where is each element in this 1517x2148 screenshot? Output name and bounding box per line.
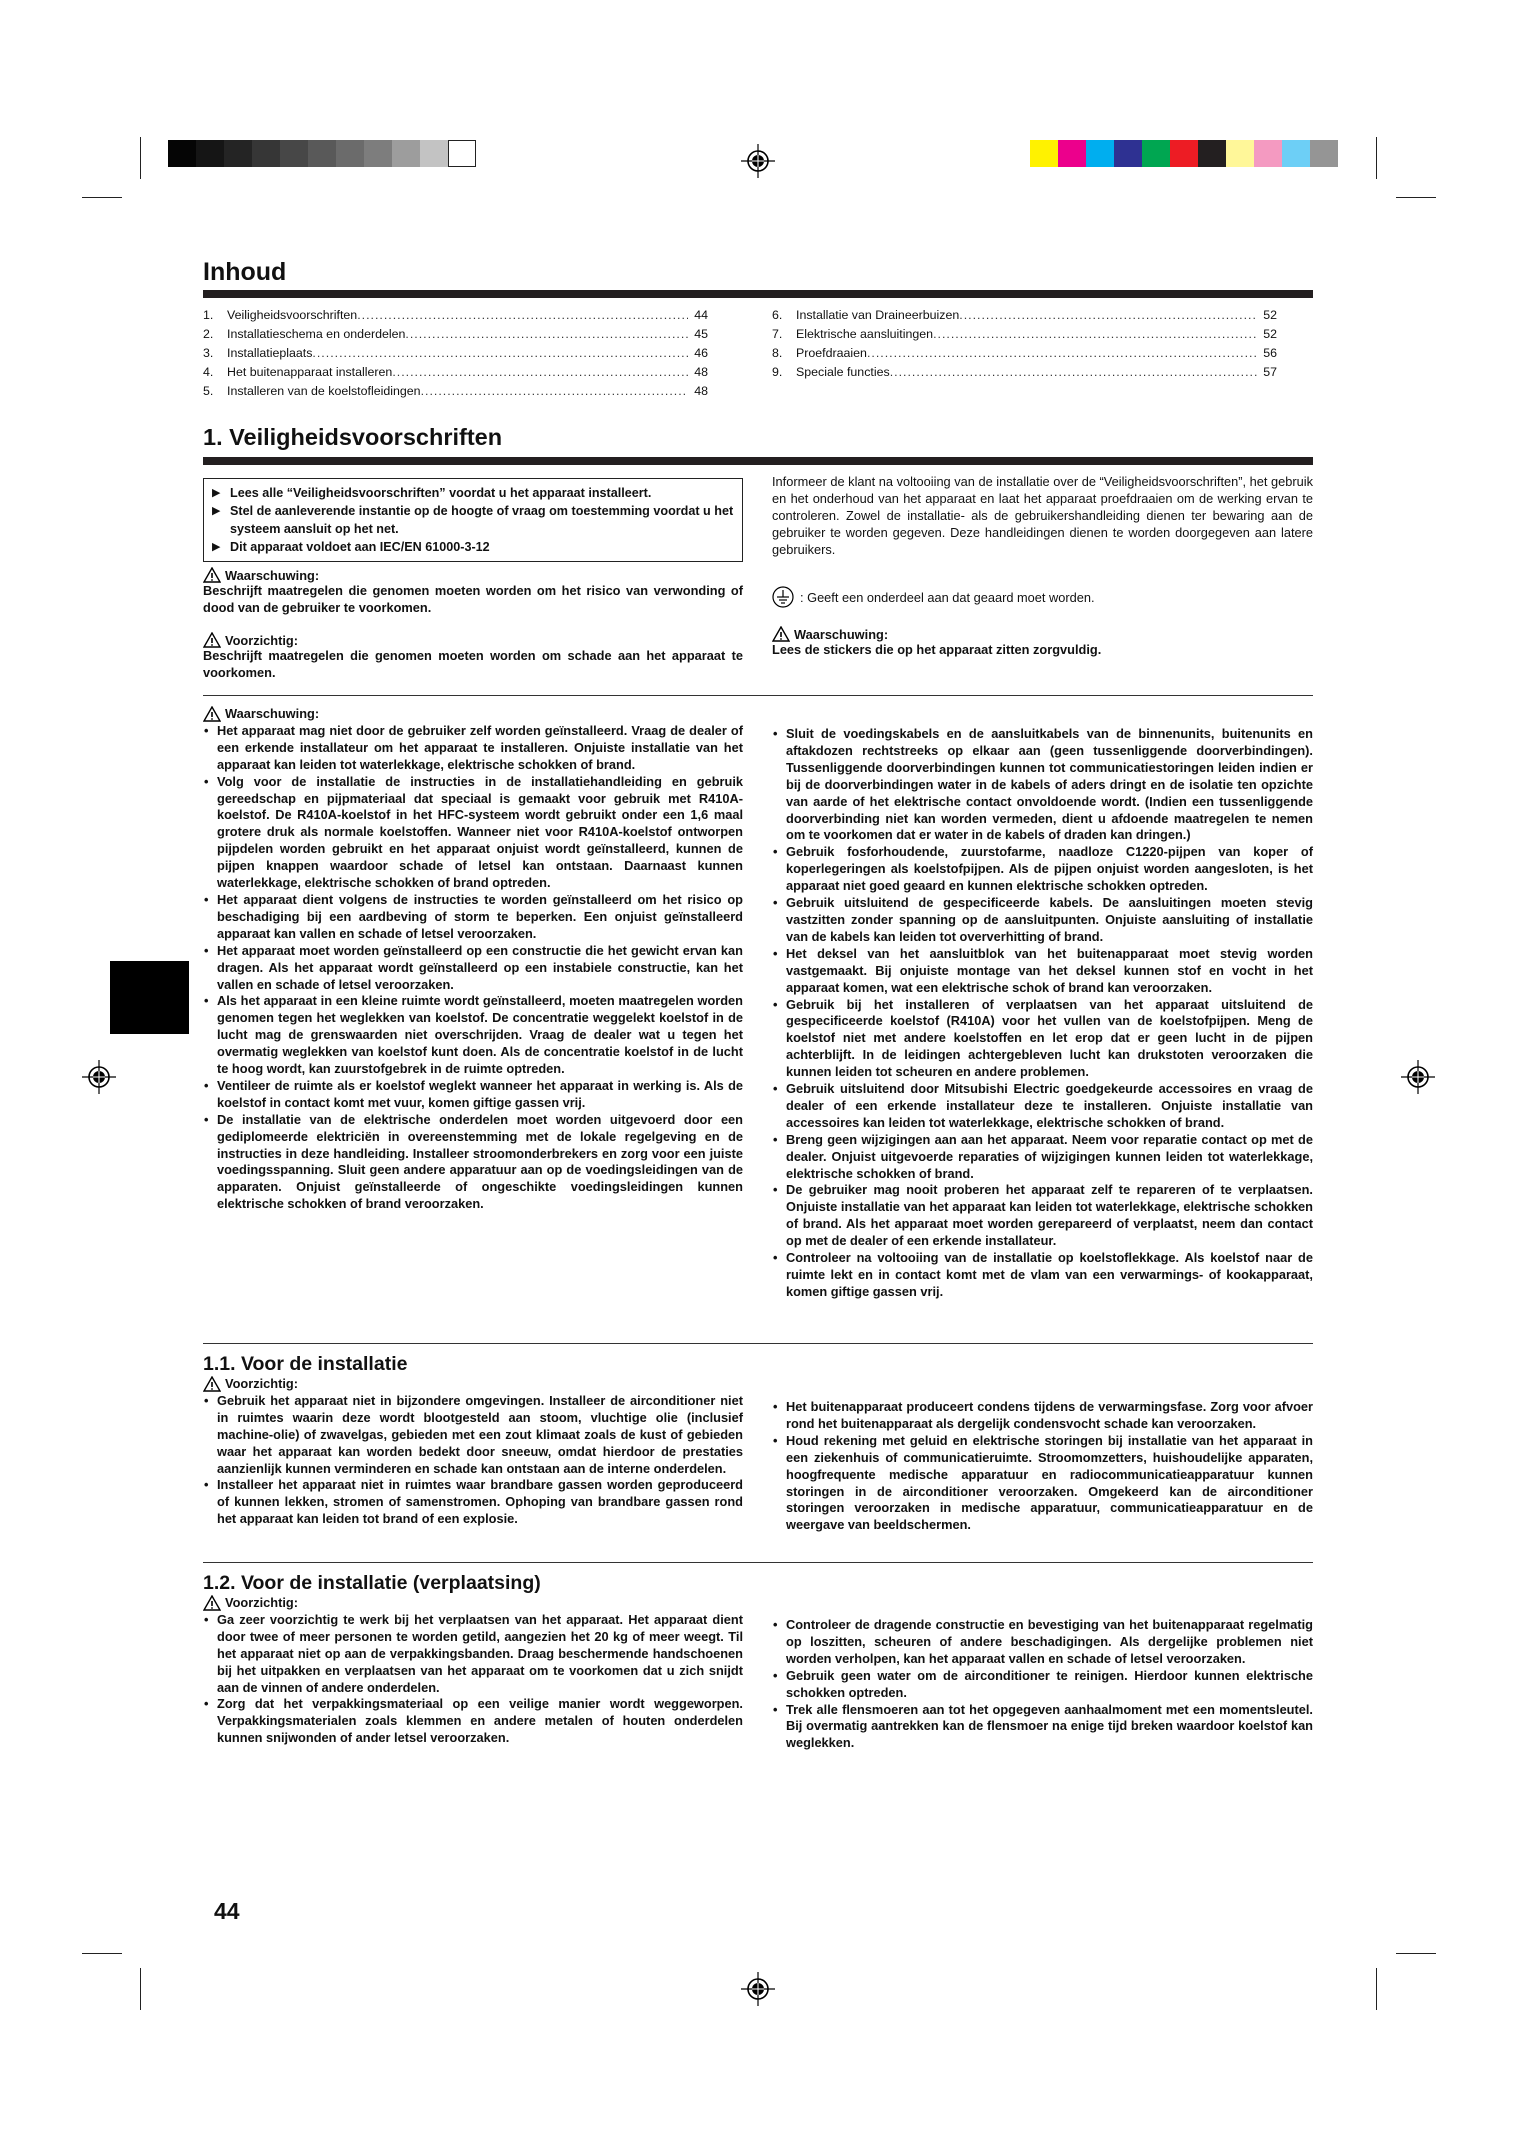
toc-left-column <box>203 306 708 401</box>
color-swatch <box>1310 140 1338 167</box>
ground-note-text: : Geeft een onderdeel aan dat geaard moet worden. <box>800 589 1095 605</box>
crop-mark <box>140 137 141 179</box>
toc-entry-title: Installatieschema en onderdelen <box>227 327 406 341</box>
subsection-title: 1.1. Voor de installatie <box>203 1353 408 1375</box>
toc-entry-page: 56 <box>1263 346 1277 360</box>
section-title: 1. Veiligheidsvoorschriften <box>203 424 503 450</box>
toc-entry[interactable] <box>772 325 1277 344</box>
registration-mark-icon <box>741 144 775 178</box>
warning-label: Waarschuwing: <box>225 706 320 721</box>
warning-stickers-text: Lees de stickers die op het apparaat zitten zorgvuldig. <box>772 642 1102 657</box>
caution-label: Voorzichtig: <box>225 1595 298 1610</box>
toc-entry-title: Installatieplaats <box>227 346 313 360</box>
registration-mark-icon <box>82 1060 116 1094</box>
color-swatch <box>420 140 448 167</box>
divider <box>203 695 1313 696</box>
crop-mark <box>1376 137 1377 179</box>
toc-entry-number: 3. <box>203 346 214 360</box>
toc-entry[interactable] <box>203 363 708 382</box>
safety-box-item <box>212 538 734 556</box>
color-swatch <box>1282 140 1310 167</box>
warning-triangle-icon <box>772 626 790 642</box>
color-swatch <box>1086 140 1114 167</box>
toc-leader-dots <box>890 363 1258 382</box>
caution-triangle-icon <box>203 632 221 648</box>
toc-entry-page: 48 <box>694 384 708 398</box>
toc-entry-title: Veiligheidsvoorschriften <box>227 308 358 322</box>
color-swatch <box>168 140 196 167</box>
list-item: • Gebruik fosforhoudende, zuurstofarme, naadloze C1220-pijpen van koper of koperlegeringen als koelstofpijpen. Als de pijpen onjuist worden aangesloten, is het apparaat niet goed geaard en kunnen elektrische schokken optreden. <box>772 844 1313 895</box>
warning-list-left <box>203 706 743 1213</box>
warning-list-right <box>772 726 1313 1301</box>
color-swatch <box>1170 140 1198 167</box>
toc-leader-dots <box>933 325 1257 344</box>
caution-triangle-icon <box>203 1595 221 1611</box>
divider <box>203 1562 1313 1563</box>
arrow-right-icon: ▶ <box>212 541 221 553</box>
toc-entry[interactable] <box>203 306 708 325</box>
toc-entry-page: 52 <box>1263 308 1277 322</box>
list-item: • Gebruik geen water om de airconditioner te reinigen. Hierdoor kunnen elektrische schokken optreden. <box>772 1668 1313 1702</box>
color-swatch <box>1030 140 1058 167</box>
crop-mark <box>1396 197 1436 198</box>
crop-mark <box>82 1953 122 1954</box>
color-swatch <box>392 140 420 167</box>
toc-entry-number: 2. <box>203 327 214 341</box>
toc-entry-number: 4. <box>203 365 214 379</box>
safety-instructions-box <box>203 478 743 562</box>
list-item: • Trek alle flensmoeren aan tot het opgegeven aanhaalmoment met een momentsleutel. Bij overmatig aantrekken kan de flensmoer na enige tijd breken waardoor koelstof kan weglekken. <box>772 1702 1313 1753</box>
toc-entry-page: 52 <box>1263 327 1277 341</box>
warning-text: Beschrijft maatregelen die genomen moeten worden om het risico van verwonding of dood van de gebruiker te voorkomen. <box>203 583 743 615</box>
toc-leader-dots <box>312 344 688 363</box>
subsection-title: 1.2. Voor de installatie (verplaatsing) <box>203 1572 541 1594</box>
list-item: • Het apparaat mag niet door de gebruiker zelf worden geïnstalleerd. Vraag de dealer of een erkende installateur om het apparaat te installeren. Onjuiste installatie van het apparaat kan leiden tot waterlekkage, elektrische schokken of brand. <box>203 723 743 774</box>
caution-text: Beschrijft maatregelen die genomen moeten worden om schade aan het apparaat te voorkomen. <box>203 648 743 680</box>
language-tab-marker <box>110 961 189 1034</box>
color-calibration-bar <box>1030 140 1338 167</box>
color-swatch <box>308 140 336 167</box>
toc-right-column <box>772 306 1277 382</box>
list-item: • Gebruik uitsluitend de gespecificeerde kabels. De aansluitingen moeten stevig vastzitten zonder spanning op de aansluitpunten. Onjuiste aansluiting of installatie van de kabels kan leiden tot oververhitting of brand. <box>772 895 1313 946</box>
list-item: • Volg voor de installatie de instructies in de installatiehandleiding en gebruik gereedschap en pijpmateriaal dat speciaal is gemaakt voor gebruik met R410A-koelstof. De R410A-koelstof in het HFC-systeem wordt gebruikt onder een 1,6 maal grotere druk als normale koelstoffen. Wanneer niet voor R410A-koelstof ontworpen pijpdelen worden gebruikt en het apparaat onjuist wordt geïnstalleerd, kunnen de pijpen knappen waardoor schade of letsel kan ontstaan. Daarnaast kunnen waterlekkage, elektrische schokken of brand optreden. <box>203 774 743 892</box>
section-rule <box>203 457 1313 465</box>
toc-leader-dots <box>959 306 1257 325</box>
warning-label: Waarschuwing: <box>794 626 889 642</box>
list-item: • Sluit de voedingskabels en de aansluitkabels van de binnenunits, buitenunits en aftakdozen rechtstreeks op elkaar aan (geen tussenliggende doorverbindingen). Tussenliggende doorverbindingen kunnen tot communicatiestoringen leiden indien er bij de doorverbindingen water in de kabels of aders dringt en de isolatie ten opzichte van aarde of het elektrische contact onvoldoende wordt. (Indien een tussenliggende doorverbinding niet kan worden vermeden, dient u afdoende maatregelen te nemen om te voorkomen dat er water in de kabels of draden kan dringen.) <box>772 726 1313 844</box>
color-swatch <box>336 140 364 167</box>
toc-entry-number: 8. <box>772 346 783 360</box>
toc-entry[interactable] <box>203 344 708 363</box>
toc-entry[interactable] <box>772 306 1277 325</box>
toc-entry-page: 57 <box>1263 365 1277 379</box>
warning-triangle-icon <box>203 706 221 722</box>
caution-label: Voorzichtig: <box>225 632 298 648</box>
toc-entry-number: 9. <box>772 365 783 379</box>
caution-triangle-icon <box>203 1376 221 1392</box>
toc-rule <box>203 290 1313 298</box>
warning-stickers-block <box>772 626 1313 659</box>
registration-mark-icon <box>741 1972 775 2006</box>
crop-mark <box>82 197 122 198</box>
color-swatch <box>364 140 392 167</box>
list-item: • Controleer na voltooiing van de installatie op koelstoflekkage. Als koelstof naar de ruimte lekt en in contact komt met de vlam van een verwarmings- of kookapparaat, komen giftige gassen vrij. <box>772 1250 1313 1301</box>
list-item: • Als het apparaat in een kleine ruimte wordt geïnstalleerd, moeten maatregelen worden genomen tegen het weglekken van koelstof. De concentratie weggelekt koelstof in de lucht mag de grenswaarden niet overschrijden. Vraag de dealer wat u tegen het overmatig weglekken van koelstof kunt doen. Als de concentratie koelstof in de lucht te hoog wordt, kan zuurstofgebrek in de ruimte optreden. <box>203 993 743 1078</box>
caution-list-left <box>203 1595 743 1747</box>
list-item: • Ga zeer voorzichtig te werk bij het verplaatsen van het apparaat. Het apparaat dient door twee of meer personen te worden getild, aangezien het 20 kg of meer weegt. Til het apparaat niet op aan de verpakkingsbanden. Draag beschermende handschoenen bij het uitpakken en verplaatsen van het apparaat om te voorkomen dat u zich snijdt aan de vinnen of andere onderdelen. <box>203 1612 743 1697</box>
divider <box>203 1343 1313 1344</box>
toc-title: Inhoud <box>203 258 287 286</box>
arrow-right-icon: ▶ <box>212 505 221 517</box>
safety-box-item-text: Stel de aanleverende instantie op de hoogte of vraag om toestemming voordat u het systeem aansluit op het net. <box>230 504 734 536</box>
toc-entry-number: 5. <box>203 384 214 398</box>
registration-mark-icon <box>1401 1060 1435 1094</box>
toc-entry[interactable] <box>772 363 1277 382</box>
caution-block <box>203 632 743 682</box>
toc-entry-page: 45 <box>694 327 708 341</box>
toc-entry-title: Elektrische aansluitingen <box>796 327 934 341</box>
caution-label: Voorzichtig: <box>225 1376 298 1391</box>
safety-box-item <box>212 502 734 538</box>
color-swatch <box>1058 140 1086 167</box>
list-item: • Controleer de dragende constructie en bevestiging van het buitenapparaat regelmatig op loszitten, scheuren of andere beschadigingen. Als dergelijke problemen niet worden verholpen, kan het apparaat vallen en schade of letsel veroorzaken. <box>772 1617 1313 1668</box>
list-item: • Gebruik uitsluitend door Mitsubishi Electric goedgekeurde accessoires en vraag de dealer of een erkende installateur deze te installeren. Onjuiste installatie van accessoires kan leiden tot waterlekkage, elektrische schokken of brand. <box>772 1081 1313 1132</box>
toc-entry-title: Installeren van de koelstofleidingen <box>227 384 421 398</box>
ground-note <box>772 586 1095 608</box>
toc-entry-number: 1. <box>203 308 214 322</box>
gray-color-bar <box>168 140 476 167</box>
crop-mark <box>1396 1953 1436 1954</box>
list-item: • Breng geen wijzigingen aan aan het apparaat. Neem voor reparatie contact op met de dealer. Onjuist uitgevoerde reparaties of wijzigingen kunnen leiden tot waterlekkage, elektrische schokken of brand. <box>772 1132 1313 1183</box>
toc-entry-page: 48 <box>694 365 708 379</box>
list-item: • Houd rekening met geluid en elektrische storingen bij installatie van het apparaat in een ziekenhuis of communicatieruimte. Stroomomzetters, huishoudelijke apparaten, hoogfrequente medische apparatuur en radiocommunicatieapparatuur kunnen storingen in de airconditioner veroorzaken. Omgekeerd kan de airconditioner storingen veroorzaken in medische apparatuur, communicatieapparatuur en de weergave van beeldschermen. <box>772 1433 1313 1534</box>
toc-leader-dots <box>357 306 688 325</box>
safety-box-item <box>212 484 734 502</box>
toc-entry-page: 44 <box>694 308 708 322</box>
list-item: • De gebruiker mag nooit proberen het apparaat zelf te repareren of te verplaatsen. Onjuiste installatie van het apparaat kan leiden tot waterlekkage, elektrische schokken of brand. Als het apparaat moet worden gerepareerd of verplaatst, neem dan contact op met de dealer of een erkende installateur. <box>772 1182 1313 1250</box>
color-swatch <box>280 140 308 167</box>
toc-entry-number: 6. <box>772 308 783 322</box>
inform-customer-text: Informeer de klant na voltooiing van de installatie over de “Veiligheidsvoorschriften”, het gebruik en het onderhoud van het apparaat en laat het apparaat proefdraaien om de werking ervan te controleren. Zowel de installatie- als de gebruikershandleiding dienen ter bewaring aan de gebruiker te worden gegeven. Deze handleidingen dienen te worden doorgegeven aan latere gebruikers. <box>772 474 1313 557</box>
toc-leader-dots <box>405 325 688 344</box>
crop-mark <box>140 1968 141 2010</box>
toc-leader-dots <box>392 363 688 382</box>
list-item: • Gebruik het apparaat niet in bijzondere omgevingen. Installeer de airconditioner niet in ruimtes waarin deze wordt blootgesteld aan stoom, vluchtige olie (inclusief machine-olie) of zwavelgas, gebieden met een zout klimaat zoals de kust of gebieden waar het apparaat kan worden bedekt door sneeuw, omdat hierdoor de prestaties aanzienlijk kunnen verminderen en schade kan ontstaan aan de interne onderdelen. <box>203 1393 743 1478</box>
caution-list-right <box>772 1399 1313 1534</box>
list-item: • Gebruik bij het installeren of verplaatsen van het apparaat uitsluitend de gespecificeerde koelstof (R410A) voor het vullen van de koelstofpijpen. Meng de koelstof niet met andere koelstoffen en let erop dat er geen lucht in de pijpen achterblijft. In de leidingen achtergebleven lucht kan drukstoten veroorzaken die kunnen leiden tot scheuren en andere problemen. <box>772 997 1313 1082</box>
list-item: • Het deksel van het aansluitblok van het buitenapparaat moet stevig worden vastgemaakt. Bij onjuiste montage van het deksel kunnen stof en vocht in het apparaat komen, wat een elektrische schok of brand kan veroorzaken. <box>772 946 1313 997</box>
toc-entry-title: Installatie van Draineerbuizen <box>796 308 960 322</box>
list-item: • Het buitenapparaat produceert condens tijdens de verwarmingsfase. Zorg voor afvoer rond het buitenapparaat als dergelijk condensvocht schade kan veroorzaken. <box>772 1399 1313 1433</box>
color-swatch <box>1114 140 1142 167</box>
safety-box-item-text: Lees alle “Veiligheidsvoorschriften” voordat u het apparaat installeert. <box>230 486 652 500</box>
safety-box-item-text: Dit apparaat voldoet aan IEC/EN 61000-3-12 <box>230 540 490 554</box>
list-item: • Ventileer de ruimte als er koelstof weglekt wanneer het apparaat in werking is. Als de koelstof in contact komt met vuur, komen giftige gassen vrij. <box>203 1078 743 1112</box>
toc-entry[interactable] <box>772 344 1277 363</box>
list-item: • Het apparaat moet worden geïnstalleerd op een constructie die het gewicht ervan kan dragen. Als het apparaat wordt geïnstalleerd op een instabiele constructie, kan het vallen en schade of letsel veroorzaken. <box>203 943 743 994</box>
toc-entry-title: Speciale functies <box>796 365 890 379</box>
caution-list-right <box>772 1617 1313 1752</box>
list-item: • Het apparaat dient volgens de instructies te worden geïnstalleerd om het risico op beschadiging bij een aardbeving of storm te beperken. Een onjuist geïnstalleerd apparaat kan vallen en schade of letsel veroorzaken. <box>203 892 743 943</box>
color-swatch <box>1254 140 1282 167</box>
warning-block <box>203 567 743 617</box>
arrow-right-icon: ▶ <box>212 487 221 499</box>
toc-leader-dots <box>867 344 1257 363</box>
list-item: • Installeer het apparaat niet in ruimtes waar brandbare gassen worden geproduceerd of kunnen lekken, stromen of samenstromen. Ophoping van brandbare gassen rond het apparaat kan leiden tot brand of een explosie. <box>203 1477 743 1528</box>
toc-entry[interactable] <box>203 382 708 401</box>
warning-label: Waarschuwing: <box>225 567 320 583</box>
toc-entry[interactable] <box>203 325 708 344</box>
toc-entry-title: Het buitenapparaat installeren <box>227 365 393 379</box>
caution-list-left <box>203 1376 743 1528</box>
color-swatch <box>224 140 252 167</box>
warning-triangle-icon <box>203 567 221 583</box>
color-swatch <box>1198 140 1226 167</box>
ground-symbol-icon <box>772 586 794 608</box>
list-item: • Zorg dat het verpakkingsmateriaal op een veilige manier wordt weggeworpen. Verpakkingsmaterialen zoals klemmen en andere metalen of houten onderdelen kunnen snijwonden of ander letsel veroorzaken. <box>203 1696 743 1747</box>
toc-leader-dots <box>421 382 689 401</box>
color-swatch <box>252 140 280 167</box>
page-number: 44 <box>214 1898 240 1924</box>
color-swatch <box>448 140 476 167</box>
toc-entry-title: Proefdraaien <box>796 346 867 360</box>
toc-entry-number: 7. <box>772 327 783 341</box>
crop-mark <box>1376 1968 1377 2010</box>
color-swatch <box>1226 140 1254 167</box>
list-item: • De installatie van de elektrische onderdelen moet worden uitgevoerd door een gediplomeerde elektriciën in overeenstemming met de lokale regelgeving en de instructies in deze handleiding. Installeer stroomonderbrekers en zorg voor een juiste voedingsspanning. Sluit geen andere apparatuur aan op de voedingsleidingen van de apparaten. Onjuist geïnstalleerde of ongeschikte voedingsleidingen kunnen elektrische schokken of brand veroorzaken. <box>203 1112 743 1213</box>
color-swatch <box>196 140 224 167</box>
color-swatch <box>1142 140 1170 167</box>
toc-entry-page: 46 <box>694 346 708 360</box>
